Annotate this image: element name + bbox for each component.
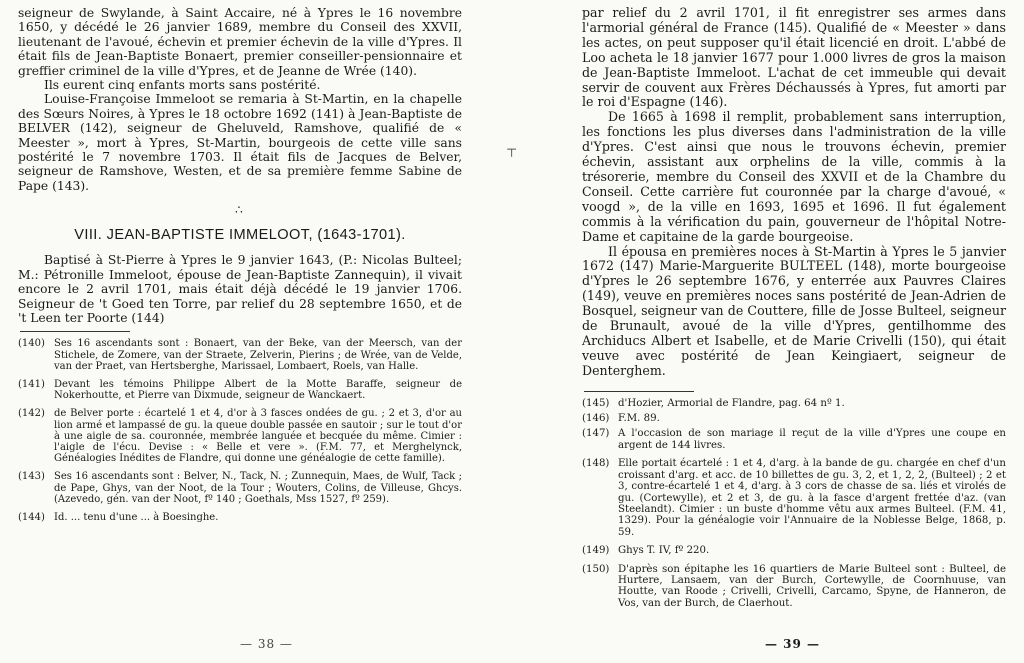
footnote-number: (149) [582,545,610,557]
footnote-text: d'Hozier, Armorial de Flandre, pag. 64 nº 1. [618,397,845,409]
left-page [0,0,490,663]
footnote-number: (142) [18,408,45,420]
footnote [582,428,1006,451]
footnote-text: A l'occasion de son mariage il reçut de la ville d'Ypres une coupe en argent de 144 livres. [618,428,1006,451]
footnote-rule [20,331,130,332]
footnote-text: D'après son épitaphe les 16 quartiers de Marie Bulteel sont : Bulteel, de Hurtere, Lansaem, van der Burch, Cortewylle, de Coornhuuse, van Houtte, van Roode ; Crivelli, Crivelli, Carcamo, Spyne, de Hanneron, de Vos, van der Burch, de Claerhout. [618,563,1006,609]
footnote [582,398,1006,409]
footnote-number: (146) [582,413,610,425]
footnote-number: (147) [582,428,610,440]
footnote-text: Devant les témoins Philippe Albert de la Motte Baraffe, seigneur de Nokerhoutte, et Pierre van Dixmude, seigneur de Wanckaert. [54,378,462,402]
footnote [18,338,462,372]
footnote-number: (144) [18,511,45,523]
footnote [18,379,462,401]
left-footnotes [18,338,462,523]
left-paragraph-1: seigneur de Swylande, à Saint Accaire, né à Ypres le 16 novembre 1650, y décédé le 26 janvier 1689, membre du Conseil des XXVII, lieutenant de l'avoué, échevin et premier échevin de la ville d'Ypres. Il était fils de Jean-Baptiste Bonaert, premier conseiller-pensionnaire et greffier criminel de la ville d'Ypres, et de Jeanne de Wrée (140). [18,6,462,78]
binding-mark: ⊤ [506,146,518,160]
section-paragraph: Baptisé à St-Pierre à Ypres le 9 janvier 1643, (P.: Nicolas Bulteel; M.: Pétronille Immeloot, épouse de Jean-Baptiste Zannequin), il vivait encore le 2 avril 1701, mais était déjà décédé le 19 janvier 1706. Seigneur de 't Goed ten Torre, par relief du 28 septembre 1650, et de 't Leen ter Poorte (144) [18,253,462,325]
footnote [18,512,462,523]
footnote-number: (150) [582,563,610,575]
footnote-text: F.M. 89. [618,413,660,425]
footnote-number: (148) [582,458,610,470]
footnote [582,458,1006,538]
footnote-text: de Belver porte : écartelé 1 et 4, d'or à 3 fasces ondées de gu. ; 2 et 3, d'or au lion armé et lampassé de gu. la queue double passée en sautoir ; sur le tout d'or à une aigle de sa. couronnée, membrée languée et becquée du même. Cimier : l'aigle de l'écu. Devise : « Belle et vere ». (F.M. 77, et Merghelynck, Généalogies Inédites de Flandre, qui donne une généalogie de cette famille). [54,408,462,465]
footnote-text: Ses 16 ascendants sont : Bonaert, van der Beke, van der Meersch, van der Stichele, de Zomere, van der Straete, Zelverin, Pierins ; de Wrée, van de Velde, van der Praet, van Hertsberghe, Marissael, Lombaert, Roels, van Halle. [54,338,462,372]
page-number-left: — 38 — [240,637,293,651]
footnote-number: (143) [18,471,45,483]
footnote [582,413,1006,424]
right-page [540,0,1024,663]
page-number-right: — 39 — [765,637,821,651]
section-ornament: ∴ [235,203,245,218]
footnote [582,545,1006,556]
left-paragraph-2: Ils eurent cinq enfants morts sans postérité. [44,78,321,93]
section-title: VIII. JEAN-BAPTISTE IMMELOOT, (1643-1701). [74,227,406,244]
footnote [18,471,462,505]
footnote [18,408,462,464]
footnote-number: (141) [18,378,45,390]
right-paragraph-2: De 1665 à 1698 il remplit, probablement sans interruption, les fonctions les plus diverses dans l'administration de la ville d'Ypres. C'est ainsi que nous le trouvons échevin, premier échevin, assistant aux orphelins de la ville, commis à la trésorerie, membre du Conseil des XXVII et de la Chambre du Conseil. Cette carrière fut couronnée par la charge d'avoué, « voogd », de la ville en 1693, 1695 et 1696. Il fut également commis à la vérification du pain, gouverneur de l'hôpital Notre-Dame et capitaine de la garde bourgeoise. [582,109,1006,244]
footnote-text: Ghys T. IV, fº 220. [618,545,710,557]
footnote-rule [584,391,694,392]
footnote [582,564,1006,610]
right-footnotes [582,398,1006,610]
footnote-text: Id. ... tenu d'une ... à Boesinghe. [54,511,219,523]
footnote-text: Ses 16 ascendants sont : Belver, N., Tack, N. ; Zunnequin, Maes, de Wulf, Tack ; de Pape, Ghys, van der Noot, de la Tour ; Wouters, Colins, de Villeuse, Ghcys. (Azevedo, gén. van der Noot, fº 140 ; Goethals, Mss 1527, fº 259). [54,471,462,505]
left-paragraph-3: Louise-Françoise Immeloot se remaria à St-Martin, en la chapelle des Sœurs Noires, à Ypres le 18 octobre 1692 (141) à Jean-Baptiste de BELVER (142), seigneur de Gheluveld, Ramshove, qualifié de « Meester », mort à Ypres, St-Martin, bourgeois de cette ville sans postérité le 7 novembre 1703. Il était fils de Jacques de Belver, seigneur de Ramshove, Westen, et de sa première femme Sabine de Pape (143). [18,92,462,193]
footnote-text: Elle portait écartelé : 1 et 4, d'arg. à la bande de gu. chargée en chef d'un croissant d'arg. et acc. de 10 billettes de gu. 3, 2, et 1, 2, 2, (Bulteel) ; 2 et 3, contre-écartelé 1 et 4, d'arg. à 3 cors de chasse de sa. liés et virolés de gu. (Cortewylle), et 2 et 3, de gu. à la fasce d'argent frettée d'az. (van Steelandt). Cimier : un buste d'homme vêtu aux armes Bulteel. (F.M. 41, 1329). Pour la généalogie voir l'Annuaire de la Noblesse Belge, 1868, p. 59. [618,458,1006,538]
right-paragraph-3: Il épousa en premières noces à St-Martin à Ypres le 5 janvier 1672 (147) Marie-Marguerite BULTEEL (148), morte bourgeoise d'Ypres le 26 septembre 1676, y enterrée aux Pauvres Claires (149), veuve en premières noces sans postérité de Jean-Adrien de Bosquel, seigneur van de Couttere, fille de Josse Bulteel, seigneur de Brunault, avoué de la ville d'Ypres, gentilhomme des Archiducs Albert et Isabelle, et de Marie Crivelli (150), qui était veuve avec postérité de Jean Keingiaert, seigneur de Denterghem. [582,243,1006,378]
footnote-number: (140) [18,338,45,350]
right-paragraph-1: par relief du 2 avril 1701, il fit enregistrer ses armes dans l'armorial général de France (145). Qualifié de « Meester » dans les actes, on peut supposer qu'il était licencié en droit. L'abbé de Loo acheta le 18 janvier 1677 pour 1.000 livres de gros la maison de Jean-Baptiste Immeloot. L'achat de cet immeuble qui devait servir de couvent aux Frères Déchaussés à Ypres, fut amorti par le roi d'Espagne (146). [582,5,1006,110]
footnote-number: (145) [582,397,610,409]
